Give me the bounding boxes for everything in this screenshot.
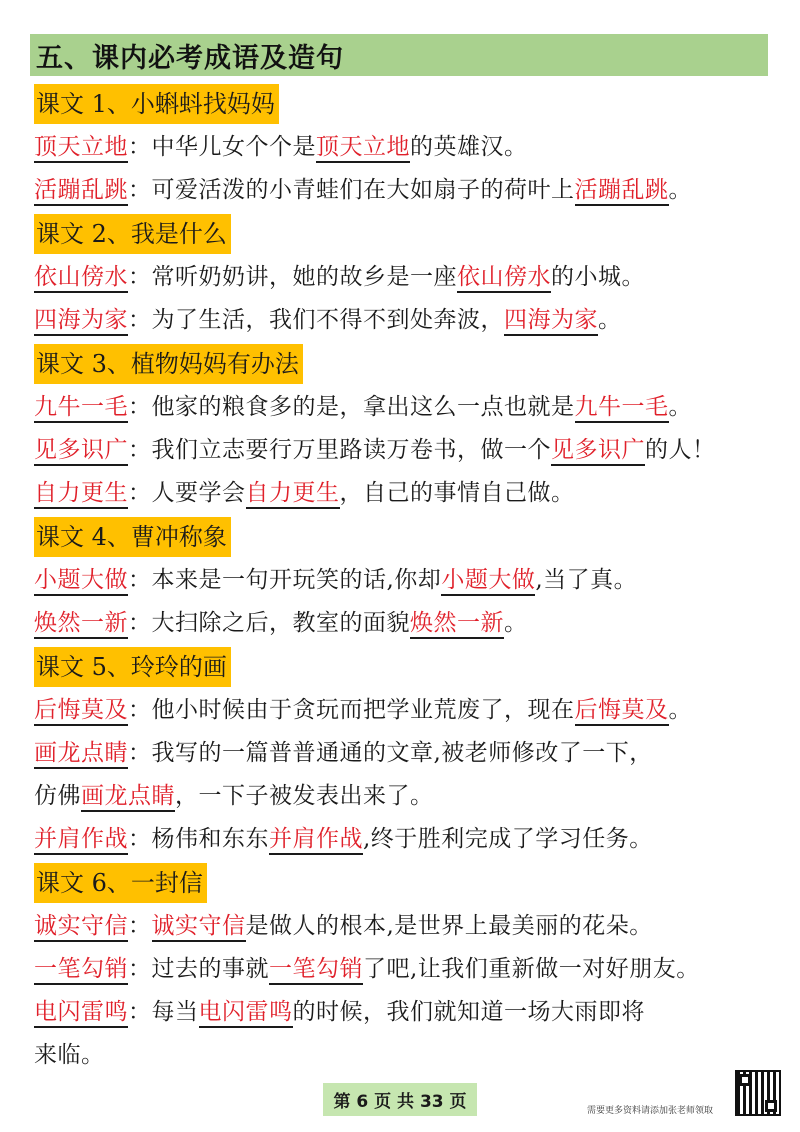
idiom-list — [34, 82, 774, 1077]
sentence-text: 。 — [668, 697, 692, 723]
sentence-text: 人要学会 — [151, 480, 246, 506]
idiom-term: 活蹦乱跳 — [34, 177, 128, 206]
sentence-text: 常听奶奶讲，她的故乡是一座 — [151, 264, 457, 290]
lesson-header-4 — [34, 515, 774, 559]
sentence-text: 。 — [668, 177, 692, 203]
sentence-text: 的时候，我们就知道一场大雨即将 — [292, 999, 645, 1025]
idiom-in-sentence: 依山傍水 — [457, 264, 551, 293]
idiom-entry — [34, 991, 774, 1077]
idiom-separator: ： — [128, 956, 152, 982]
sentence-text: 过去的事就 — [151, 956, 269, 982]
lesson-label: 课文 6、一封信 — [34, 863, 207, 903]
lesson-header-1 — [34, 82, 774, 126]
idiom-in-sentence: 小题大做 — [441, 567, 535, 596]
idiom-entry — [34, 169, 774, 212]
sentence-text: 了吧,让我们重新做一对好朋友。 — [363, 956, 700, 982]
idiom-in-sentence: 电闪雷鸣 — [199, 999, 293, 1028]
idiom-term: 九牛一毛 — [34, 394, 128, 423]
idiom-in-sentence: 诚实守信 — [152, 913, 246, 942]
idiom-term: 并肩作战 — [34, 826, 128, 855]
qr-caption: 需要更多资料请添加张老师领取 — [587, 1106, 714, 1116]
sentence-text: 我们立志要行万里路读万卷书，做一个 — [151, 437, 551, 463]
idiom-entry — [34, 818, 774, 861]
idiom-entry — [34, 689, 774, 732]
idiom-separator: ： — [128, 177, 152, 203]
sentence-text: 是做人的根本,是世界上最美丽的花朵。 — [245, 913, 653, 939]
idiom-separator: ： — [128, 437, 152, 463]
qr-code-icon — [735, 1070, 781, 1116]
sentence-text: 可爱活泼的小青蛙们在大如扇子的荷叶上 — [151, 177, 575, 203]
idiom-separator: ： — [128, 740, 152, 766]
idiom-separator: ： — [128, 913, 152, 939]
sentence-text: 为了生活，我们不得不到处奔波， — [151, 307, 504, 333]
idiom-entry — [34, 256, 774, 299]
idiom-in-sentence: 画龙点睛 — [81, 783, 175, 812]
sentence-text: ,终于胜利完成了学习任务。 — [363, 826, 653, 852]
idiom-in-sentence: 后悔莫及 — [575, 697, 669, 726]
section-title: 五、课内必考成语及造句 — [36, 42, 344, 74]
idiom-in-sentence: 九牛一毛 — [575, 394, 669, 423]
lesson-header-3 — [34, 342, 774, 386]
idiom-in-sentence: 焕然一新 — [410, 610, 504, 639]
idiom-in-sentence: 并肩作战 — [269, 826, 363, 855]
idiom-entry — [34, 559, 774, 602]
idiom-term: 一笔勾销 — [34, 956, 128, 985]
idiom-separator: ： — [128, 999, 152, 1025]
idiom-separator: ： — [128, 567, 152, 593]
idiom-separator: ： — [128, 394, 152, 420]
lesson-label: 课文 1、小蝌蚪找妈妈 — [34, 84, 279, 124]
idiom-term: 画龙点睛 — [34, 740, 128, 769]
sentence-text: 他小时候由于贪玩而把学业荒废了，现在 — [151, 697, 575, 723]
idiom-entry — [34, 732, 774, 818]
sentence-text: ,当了真。 — [535, 567, 638, 593]
idiom-term: 焕然一新 — [34, 610, 128, 639]
sentence-text: 每当 — [151, 999, 199, 1025]
idiom-separator: ： — [128, 480, 152, 506]
idiom-in-sentence: 见多识广 — [551, 437, 645, 466]
sentence-text: 中华儿女个个是 — [151, 134, 316, 160]
sentence-text: 来临。 — [34, 1042, 105, 1068]
sentence-text: 。 — [504, 610, 528, 636]
idiom-entry — [34, 386, 774, 429]
sentence-text: 的小城。 — [551, 264, 645, 290]
idiom-separator: ： — [128, 307, 152, 333]
lesson-header-5 — [34, 645, 774, 689]
idiom-separator: ： — [128, 697, 152, 723]
sentence-text: 大扫除之后，教室的面貌 — [151, 610, 410, 636]
idiom-separator: ： — [128, 610, 152, 636]
idiom-term: 后悔莫及 — [34, 697, 128, 726]
idiom-separator: ： — [128, 264, 152, 290]
section-title-bar — [30, 34, 768, 76]
idiom-entry — [34, 299, 774, 342]
idiom-term: 诚实守信 — [34, 913, 128, 942]
idiom-entry — [34, 472, 774, 515]
sentence-text: ，一下子被发表出来了。 — [175, 783, 434, 809]
idiom-separator: ： — [128, 134, 152, 160]
idiom-entry — [34, 948, 774, 991]
idiom-separator: ： — [128, 826, 152, 852]
lesson-label: 课文 2、我是什么 — [34, 214, 231, 254]
idiom-term: 见多识广 — [34, 437, 128, 466]
idiom-term: 顶天立地 — [34, 134, 128, 163]
idiom-entry — [34, 126, 774, 169]
idiom-in-sentence: 自力更生 — [246, 480, 340, 509]
sentence-text: ，自己的事情自己做。 — [339, 480, 575, 506]
idiom-in-sentence: 一笔勾销 — [269, 956, 363, 985]
idiom-entry — [34, 905, 774, 948]
idiom-term: 小题大做 — [34, 567, 128, 596]
idiom-entry — [34, 602, 774, 645]
sentence-text: 的人！ — [645, 437, 716, 463]
idiom-in-sentence: 活蹦乱跳 — [575, 177, 669, 206]
idiom-in-sentence: 四海为家 — [504, 307, 598, 336]
sentence-text: 的英雄汉。 — [410, 134, 528, 160]
lesson-label: 课文 3、植物妈妈有办法 — [34, 344, 303, 384]
idiom-term: 电闪雷鸣 — [34, 999, 128, 1028]
sentence-text: 他家的粮食多的是，拿出这么一点也就是 — [151, 394, 575, 420]
sentence-text: 我写的一篇普普通通的文章,被老师修改了一下， — [151, 740, 653, 766]
lesson-label: 课文 4、曹冲称象 — [34, 517, 231, 557]
lesson-header-2 — [34, 212, 774, 256]
idiom-entry — [34, 429, 774, 472]
idiom-term: 依山傍水 — [34, 264, 128, 293]
page-number: 第 6 页 共 33 页 — [323, 1083, 476, 1116]
idiom-in-sentence: 顶天立地 — [316, 134, 410, 163]
sentence-text: 本来是一句开玩笑的话,你却 — [151, 567, 442, 593]
idiom-term: 四海为家 — [34, 307, 128, 336]
idiom-term: 自力更生 — [34, 480, 128, 509]
sentence-text: 仿佛 — [34, 783, 81, 809]
sentence-text: 。 — [668, 394, 692, 420]
sentence-text: 杨伟和东东 — [151, 826, 269, 852]
lesson-header-6 — [34, 861, 774, 905]
sentence-text: 。 — [598, 307, 622, 333]
lesson-label: 课文 5、玲玲的画 — [34, 647, 231, 687]
